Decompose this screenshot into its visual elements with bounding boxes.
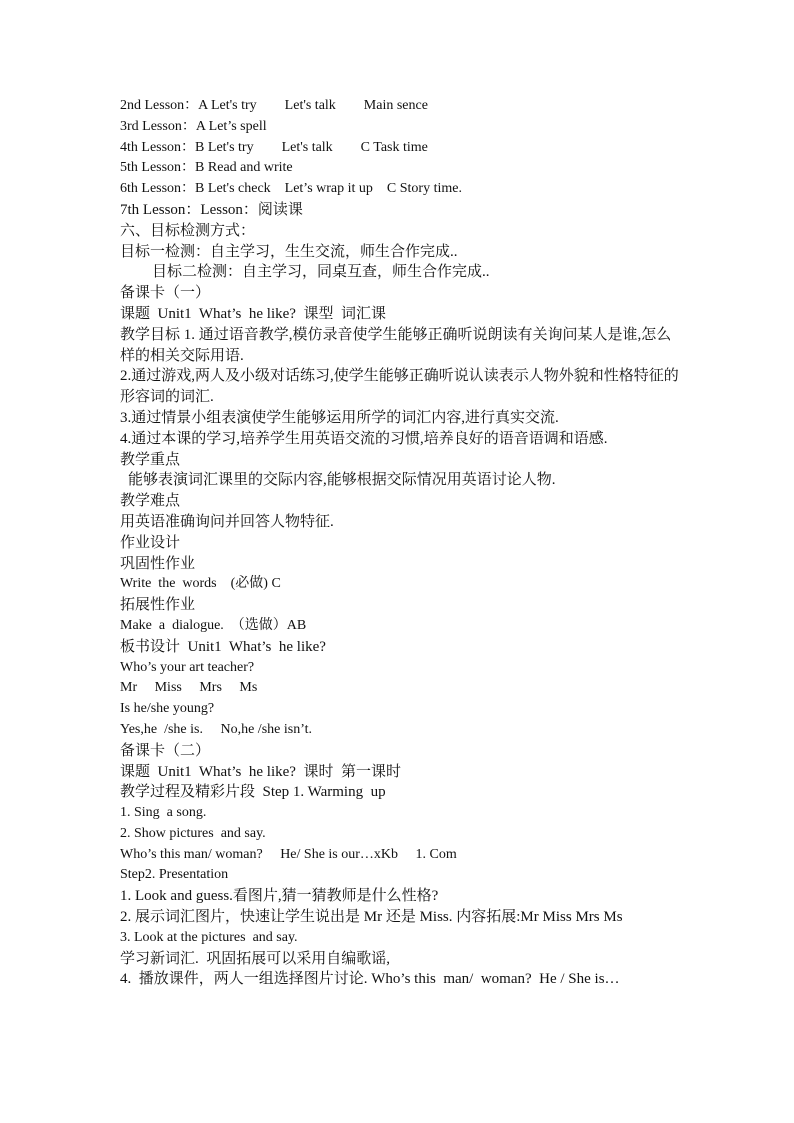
- step2-item-4: 4. 播放课件，两人一组选择图片讨论. Who’s this man/ woman? He / She is…: [120, 971, 620, 988]
- homework-heading: 作业设计: [120, 534, 181, 551]
- lesson-line-3: 3rd Lesson：A Let’s spell: [120, 118, 267, 134]
- card1-goal-1: 教学目标 1. 通过语音教学,模仿录音使学生能够正确听说朗读有关询问某人是谁,怎么样的相关交际用语.: [120, 326, 672, 364]
- card1-goal-4: 4.通过本课的学习,培养学生用英语交流的习惯,培养良好的语音语调和语感.: [120, 430, 608, 447]
- lesson-line-6: 6th Lesson：B Let's check Let’s wrap it up C Story time.: [120, 181, 462, 197]
- step1-item-2: 2. Show pictures and say.: [120, 825, 266, 841]
- step2-new-words: 学习新词汇. 巩固拓展可以采用自编歌谣,: [120, 950, 391, 967]
- card-heading-2: 备课卡（二）: [120, 742, 211, 759]
- difficulty-heading: 教学难点: [120, 493, 181, 510]
- board-line-4: Yes,he /she is. No,he /she isn’t.: [120, 721, 312, 737]
- card1-topic: 课题 Unit1 What’s he like? 课型 词汇课: [120, 305, 386, 322]
- step2-item-3: 3. Look at the pictures and say.: [120, 929, 298, 945]
- board-design-heading: 板书设计 Unit1 What’s he like?: [120, 638, 326, 655]
- key-points-heading: 教学重点: [120, 451, 181, 468]
- goal-check-2: 目标二检测：自主学习，同桌互查，师生合作完成..: [152, 264, 490, 281]
- lesson-line-5: 5th Lesson：B Read and write: [120, 160, 293, 176]
- extension-text: Make a dialogue. （选做）AB: [120, 617, 307, 633]
- lesson-line-2: 2nd Lesson：A Let's try Let's talk Main sence: [120, 98, 428, 113]
- board-line-3: Is he/she young?: [120, 701, 215, 717]
- difficulty-text: 用英语准确询问并回答人物特征.: [120, 513, 334, 530]
- card1-goal-3: 3.通过情景小组表演使学生能够运用所学的词汇内容,进行真实交流.: [120, 409, 559, 426]
- goal-check-1: 目标一检测：自主学习，生生交流，师生合作完成..: [120, 243, 458, 260]
- step2-item-1: 1. Look and guess.看图片,猜一猜教师是什么性格?: [120, 888, 439, 905]
- section-heading-6: 六、目标检测方式：: [120, 222, 256, 239]
- card-heading-1: 备课卡（一）: [120, 285, 211, 302]
- card2-process-heading: 教学过程及精彩片段 Step 1. Warming up: [120, 784, 386, 801]
- document-body: [120, 96, 680, 990]
- board-line-1: Who’s your art teacher?: [120, 659, 255, 675]
- consolidation-heading: 巩固性作业: [120, 555, 196, 572]
- lesson-line-7: 7th Lesson：Lesson：阅读课: [120, 201, 303, 218]
- step2-item-2: 2. 展示词汇图片，快速让学生说出是 Mr 还是 Miss. 内容拓展:Mr Miss Mrs Ms: [120, 909, 623, 926]
- step2-heading: Step2. Presentation: [120, 867, 229, 883]
- card2-topic: 课题 Unit1 What’s he like? 课时 第一课时: [120, 763, 401, 780]
- board-line-2: Mr Miss Mrs Ms: [120, 680, 258, 696]
- step1-item-1: 1. Sing a song.: [120, 805, 207, 821]
- lesson-line-4: 4th Lesson：B Let's try Let's talk C Task time: [120, 139, 428, 155]
- extension-heading: 拓展性作业: [120, 597, 196, 614]
- key-points-text: 能够表演词汇课里的交际内容,能够根据交际情况用英语讨论人物.: [128, 472, 556, 489]
- card1-goal-2: 2.通过游戏,两人及小级对话练习,使学生能够正确听说认读表示人物外貌和性格特征的形容词的词汇.: [120, 368, 679, 406]
- step1-dialogue: Who’s this man/ woman? He/ She is our…xKb 1. Com: [120, 846, 457, 862]
- consolidation-text: Write the words (必做) C: [120, 576, 281, 592]
